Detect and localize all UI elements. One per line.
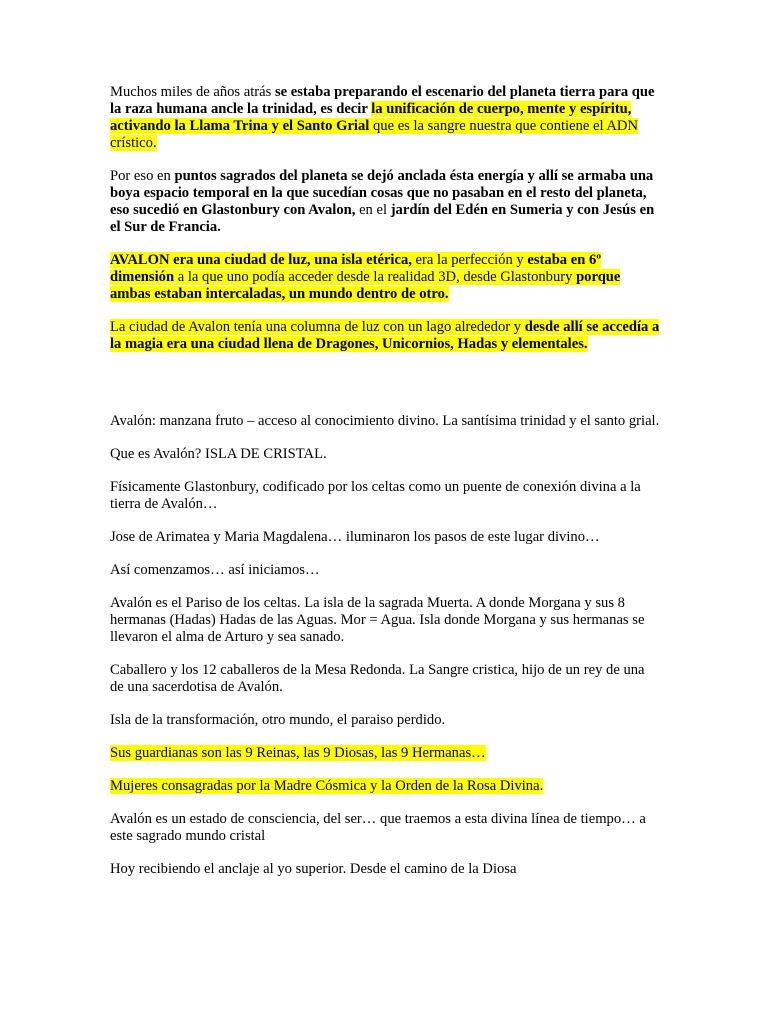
paragraph-1 [110, 84, 660, 152]
paragraph-4 [110, 319, 660, 353]
text-run: Avalón es un estado de consciencia, del ser… que traemos a esta divina línea de tiempo… a este sagrado mundo cristal [110, 811, 646, 844]
paragraph-3 [110, 252, 660, 303]
text-run: Isla de la transformación, otro mundo, el paraiso perdido. [110, 712, 446, 728]
text-run-bold-highlighted: porque ambas estaban intercaladas, un mundo dentro de otro. [110, 269, 621, 302]
text-run: Jose de Arimatea y Maria Magdalena… iluminaron los pasos de este lugar divino… [110, 529, 600, 545]
document-page [110, 84, 660, 894]
text-run: Hoy recibiendo el anclaje al yo superior. Desde el camino de la Diosa [110, 861, 517, 877]
paragraph-8 [110, 529, 660, 546]
text-run: Por eso en [110, 168, 175, 184]
text-run-highlighted: Mujeres consagradas por la Madre Cósmica y la Orden de la Rosa Divina. [110, 778, 544, 794]
paragraph-9 [110, 562, 660, 579]
paragraph-6 [110, 446, 660, 463]
text-run: Así comenzamos… así iniciamos… [110, 562, 320, 578]
text-run-highlighted: La ciudad de Avalon tenía una columna de luz con un lago alrededor y [110, 319, 525, 335]
text-run-highlighted: Sus guardianas son las 9 Reinas, las 9 Diosas, las 9 Hermanas… [110, 745, 486, 761]
text-run-bold-highlighted: la unificación de cuerpo, mente y espíritu, activando la Llama Trina y el Santo Grial [110, 101, 632, 134]
text-run: Caballero y los 12 caballeros de la Mesa Redonda. La Sangre cristica, hijo de un rey de una de una sacerdotisa de Avalón. [110, 662, 645, 695]
paragraph-16 [110, 861, 660, 878]
text-run-bold: puntos sagrados del planeta se dejó anclada ésta energía y allí se armaba una boya espacio temporal en la que sucedían cosas que no pasaban en el resto del planeta, eso sucedió en Glastonbury con Avalon, [110, 168, 654, 218]
paragraph-7 [110, 479, 660, 513]
text-run-highlighted: era la perfección y [411, 252, 528, 268]
text-run-highlighted: que es la sangre nuestra que contiene el ADN crístico. [110, 118, 639, 151]
paragraph-13 [110, 745, 660, 762]
text-run: Muchos miles de años atrás [110, 84, 275, 100]
text-run-bold-highlighted: AVALON era una ciudad de luz, una isla etérica, [110, 252, 412, 268]
paragraph-14 [110, 778, 660, 795]
text-run: en el [355, 202, 391, 218]
paragraph-2 [110, 168, 660, 236]
text-run: Que es Avalón? ISLA DE CRISTAL. [110, 446, 327, 462]
text-run-highlighted: a la que uno podía acceder desde la realidad 3D, desde Glastonbury [174, 269, 577, 285]
text-run: Avalón es el Pariso de los celtas. La isla de la sagrada Muerta. A donde Morgana y sus 8 hermanas (Hadas) Hadas de las Aguas. Mor = Agua. Isla donde Morgana y sus hermanas se llevaron el alma de Arturo y sea sanado. [110, 595, 645, 645]
text-run-bold: se estaba preparando el escenario del planeta tierra para que la raza humana ancle la trinidad, es decir [110, 84, 655, 117]
text-run: Avalón: manzana fruto – acceso al conocimiento divino. La santísima trinidad y el santo grial. [110, 413, 660, 429]
paragraph-11 [110, 662, 660, 696]
text-run-bold-highlighted: desde allí se accedía a la magia era una ciudad llena de Dragones, Unicornios, Hadas y elementales. [110, 319, 660, 352]
text-run-bold: jardín del Edén en Sumeria y con Jesús en el Sur de Francia. [110, 202, 655, 235]
paragraph-15 [110, 811, 660, 845]
paragraph-12 [110, 712, 660, 729]
paragraph-5 [110, 413, 660, 430]
text-run-bold-highlighted: estaba en 6º dimensión [110, 252, 602, 285]
blank-space [110, 369, 660, 413]
paragraph-10 [110, 595, 660, 646]
text-run: Físicamente Glastonbury, codificado por los celtas como un puente de conexión divina a la tierra de Avalón… [110, 479, 641, 512]
